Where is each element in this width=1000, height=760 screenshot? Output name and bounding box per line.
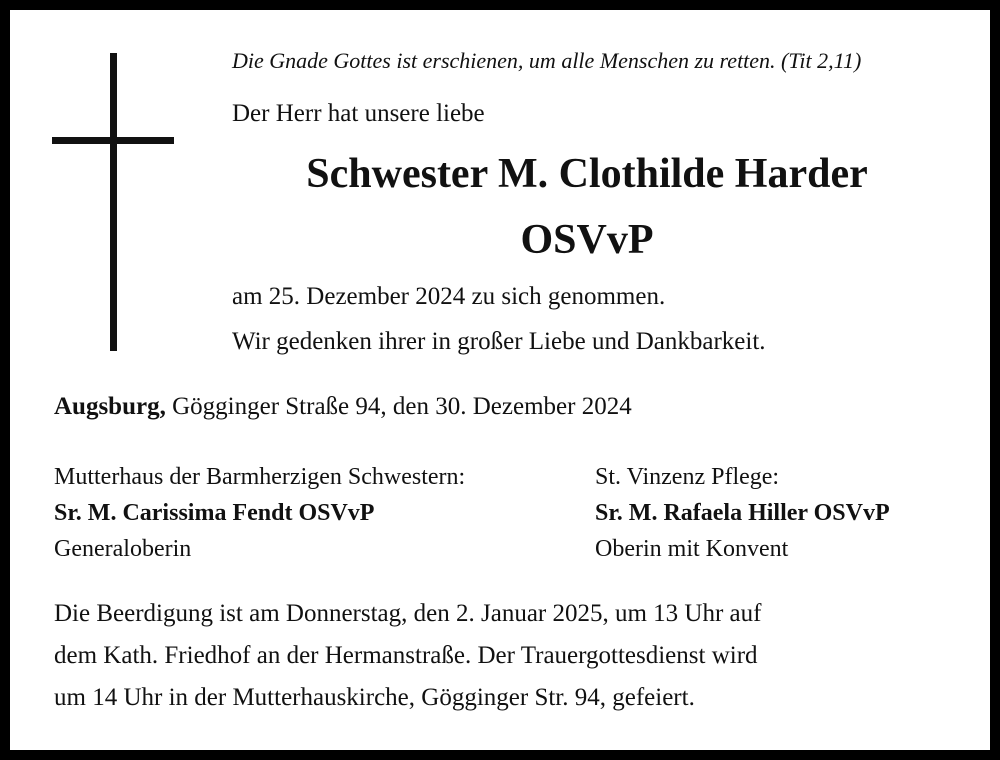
place-city: Augsburg, bbox=[54, 393, 166, 420]
deceased-name: Schwester M. Clothilde Harder bbox=[306, 151, 868, 197]
memory-line: Wir gedenken ihrer in großer Liebe und Dankbarkeit. bbox=[232, 328, 766, 355]
deceased-order: OSVvP bbox=[520, 217, 654, 263]
funeral-line-3: um 14 Uhr in der Mutterhauskirche, Gögginger Str. 94, gefeiert. bbox=[54, 684, 695, 711]
left-role: Generaloberin bbox=[54, 536, 192, 562]
date-of-death-line: am 25. Dezember 2024 zu sich genommen. bbox=[232, 283, 666, 310]
funeral-line-1: Die Beerdigung ist am Donnerstag, den 2. Januar 2025, um 13 Uhr auf bbox=[54, 600, 762, 627]
bible-quote: Die Gnade Gottes ist erschienen, um alle Menschen zu retten. (Tit 2,11) bbox=[232, 48, 862, 73]
right-role: Oberin mit Konvent bbox=[595, 536, 789, 562]
cross-icon-horizontal-bar bbox=[52, 137, 174, 144]
obituary-notice bbox=[10, 10, 990, 750]
cross-icon-vertical-bar bbox=[110, 53, 117, 351]
place-rest: Gögginger Straße 94, den 30. Dezember 2024 bbox=[165, 393, 632, 420]
funeral-line-2: dem Kath. Friedhof an der Hermanstraße. Der Trauergottesdienst wird bbox=[54, 642, 758, 669]
intro-line: Der Herr hat unsere liebe bbox=[232, 100, 485, 127]
right-org: St. Vinzenz Pflege: bbox=[595, 464, 780, 490]
left-person: Sr. M. Carissima Fendt OSVvP bbox=[54, 500, 375, 526]
left-org: Mutterhaus der Barmherzigen Schwestern: bbox=[54, 464, 466, 490]
right-person: Sr. M. Rafaela Hiller OSVvP bbox=[595, 500, 890, 526]
place-date-line bbox=[54, 393, 632, 421]
